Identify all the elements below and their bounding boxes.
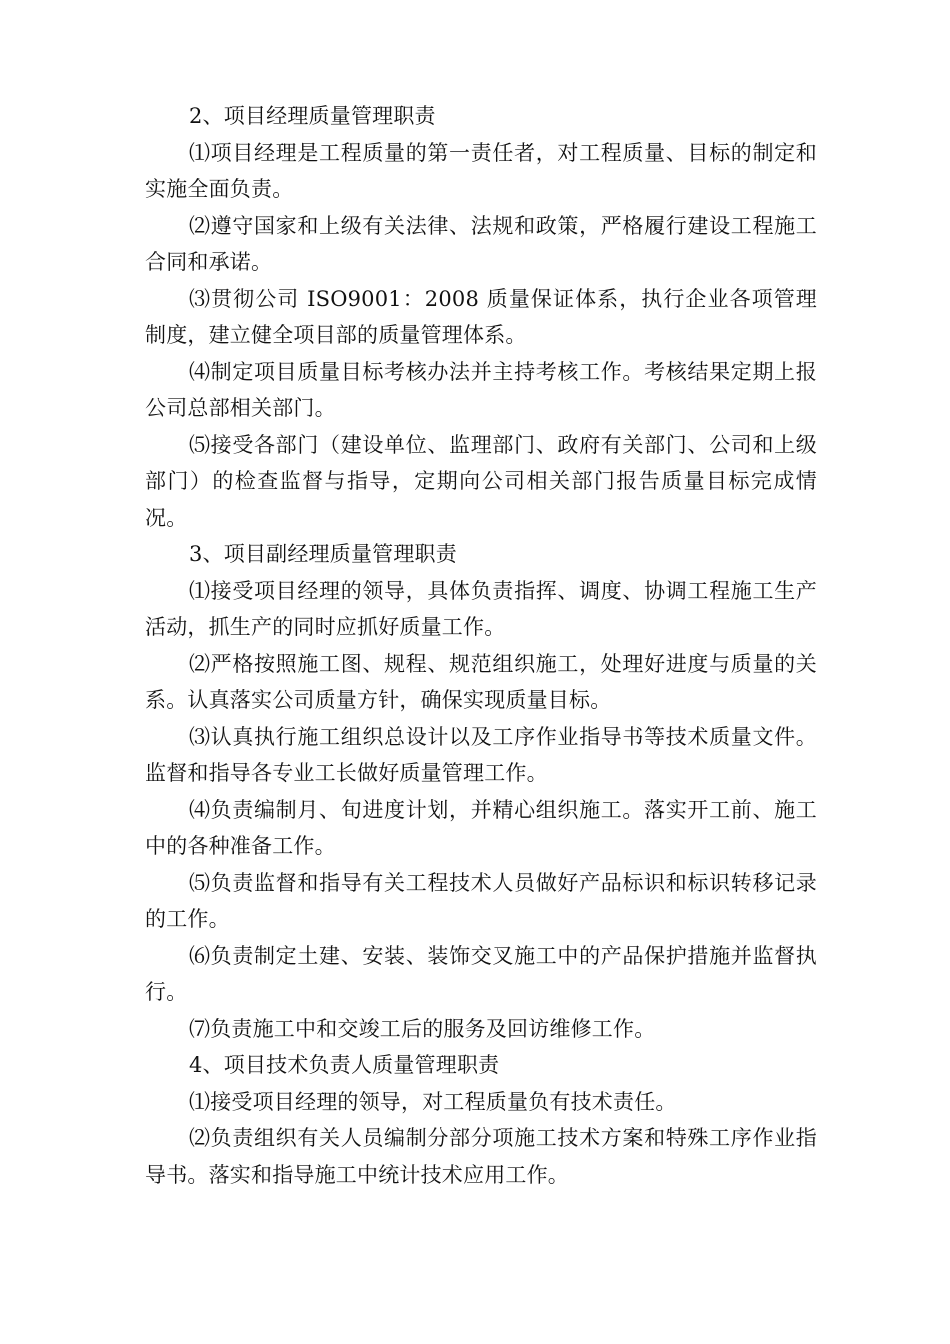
paragraph-item: ⑶认真执行施工组织总设计以及工序作业指导书等技术质量文件。监督和指导各专业工长做好质量管理工作。	[145, 724, 817, 785]
paragraph-item: ⑴项目经理是工程质量的第一责任者，对工程质量、目标的制定和实施全面负责。	[145, 140, 817, 201]
paragraph-item: ⑶贯彻公司 ISO9001：2008 质量保证体系，执行企业各项管理制度，建立健全项目部的质量管理体系。	[145, 286, 817, 347]
paragraph-item: ⑵严格按照施工图、规程、规范组织施工，处理好进度与质量的关系。认真落实公司质量方针，确保实现质量目标。	[145, 651, 817, 712]
section-heading-2: 2、项目经理质量管理职责	[189, 104, 436, 128]
paragraph-item: ⑷制定项目质量目标考核办法并主持考核工作。考核结果定期上报公司总部相关部门。	[145, 359, 817, 420]
paragraph-item: ⑴接受项目经理的领导，具体负责指挥、调度、协调工程施工生产活动，抓生产的同时应抓好质量工作。	[145, 578, 817, 639]
paragraph-item: ⑸接受各部门（建设单位、监理部门、政府有关部门、公司和上级部门）的检查监督与指导，定期向公司相关部门报告质量目标完成情况。	[145, 432, 817, 530]
paragraph-item: ⑴接受项目经理的领导，对工程质量负有技术责任。	[189, 1089, 677, 1114]
section-heading-3: 3、项目副经理质量管理职责	[189, 542, 457, 566]
paragraph-item: ⑷负责编制月、旬进度计划，并精心组织施工。落实开工前、施工中的各种准备工作。	[145, 797, 817, 858]
paragraph-item: ⑸负责监督和指导有关工程技术人员做好产品标识和标识转移记录的工作。	[145, 870, 817, 931]
paragraph-item: ⑹负责制定土建、安装、装饰交叉施工中的产品保护措施并监督执行。	[145, 943, 817, 1004]
section-heading-4: 4、项目技术负责人质量管理职责	[189, 1053, 500, 1077]
paragraph-item: ⑺负责施工中和交竣工后的服务及回访维修工作。	[189, 1016, 656, 1041]
paragraph-item: ⑵负责组织有关人员编制分部分项施工技术方案和特殊工序作业指导书。落实和指导施工中统计技术应用工作。	[145, 1126, 817, 1187]
paragraph-item: ⑵遵守国家和上级有关法律、法规和政策，严格履行建设工程施工合同和承诺。	[145, 213, 817, 274]
document-body	[145, 98, 817, 1193]
